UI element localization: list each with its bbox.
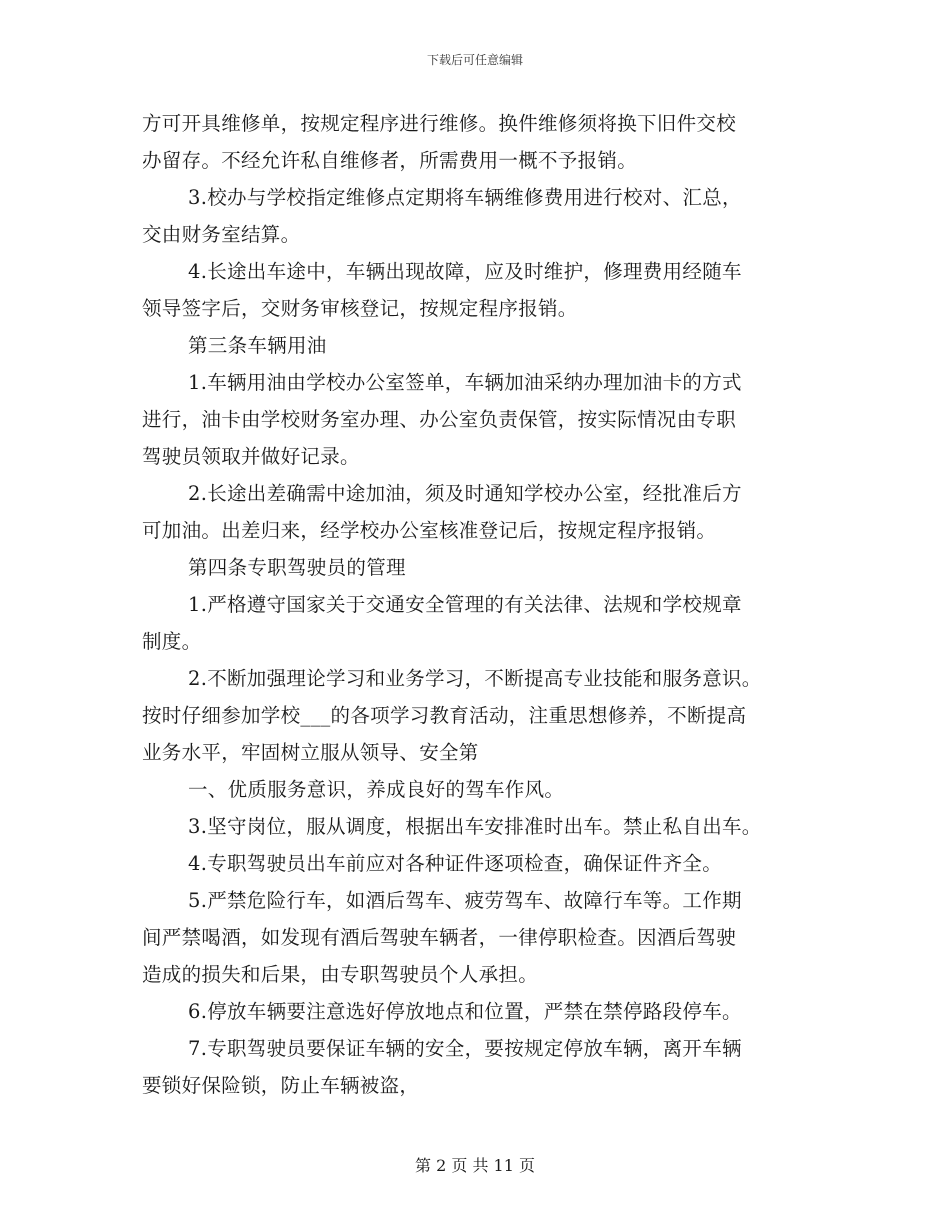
text-line: 第四条专职驾驶员的管理 [188,556,406,579]
text-line: 办留存。不经允许私自维修者，所需费用一概不予报销。 [142,149,638,172]
text-line: 业务水平，牢固树立服从领导、安全第 [142,741,479,764]
text-line: 第三条车辆用油 [188,334,327,357]
text-line: 造成的损失和后果，由专职驾驶员个人承担。 [142,963,539,986]
text-line: 1.车辆用油由学校办公室签单，车辆加油采纳办理加油卡的方式 [188,371,742,394]
text-line: 进行，油卡由学校财务室办理、办公室负责保管，按实际情况由专职 [142,408,737,431]
text-line: 5.严禁危险行车，如酒后驾车、疲劳驾车、故障行车等。工作期 [188,889,742,912]
text-line: 交由财务室结算。 [142,223,301,246]
text-line: 制度。 [142,630,202,653]
text-line: 4.长途出车途中，车辆出现故障，应及时维护，修理费用经随车 [188,260,742,283]
text-line: 按时仔细参加学校___的各项学习教育活动，注重思想修养，不断提高 [142,704,747,727]
page-header: 下载后可任意编辑 [426,53,523,67]
document-body [142,105,812,1104]
text-line: 3.校办与学校指定维修点定期将车辆维修费用进行校对、汇总， [188,186,742,209]
text-line: 要锁好保险锁，防止车辆被盗， [142,1074,420,1097]
text-line: 2.长途出差确需中途加油，须及时通知学校办公室，经批准后方 [188,482,742,505]
text-line: 一、优质服务意识，养成良好的驾车作风。 [188,778,565,801]
text-line: 7.专职驾驶员要保证车辆的安全，要按规定停放车辆，离开车辆 [188,1037,742,1060]
text-line: 间严禁喝酒，如发现有酒后驾驶车辆者，一律停职检查。因酒后驾驶 [142,926,737,949]
text-line: 6.停放车辆要注意选好停放地点和位置，严禁在禁停路段停车。 [188,1000,742,1023]
text-line: 方可开具维修单，按规定程序进行维修。换件维修须将换下旧件交校 [142,112,737,135]
text-line: 可加油。出差归来，经学校办公室核准登记后，按规定程序报销。 [142,519,717,542]
text-line: 1.严格遵守国家关于交通安全管理的有关法律、法规和学校规章 [188,593,742,616]
text-line: 3.坚守岗位，服从调度，根据出车安排准时出车。禁止私自出车。 [188,815,762,838]
text-line: 4.专职驾驶员出车前应对各种证件逐项检查，确保证件齐全。 [188,852,723,875]
text-line: 领导签字后，交财务审核登记，按规定程序报销。 [142,297,578,320]
text-line: 2.不断加强理论学习和业务学习，不断提高专业技能和服务意识。 [188,667,762,690]
page-number-footer: 第 2 页 共 11 页 [415,1156,535,1175]
text-line: 驾驶员领取并做好记录。 [142,445,360,468]
